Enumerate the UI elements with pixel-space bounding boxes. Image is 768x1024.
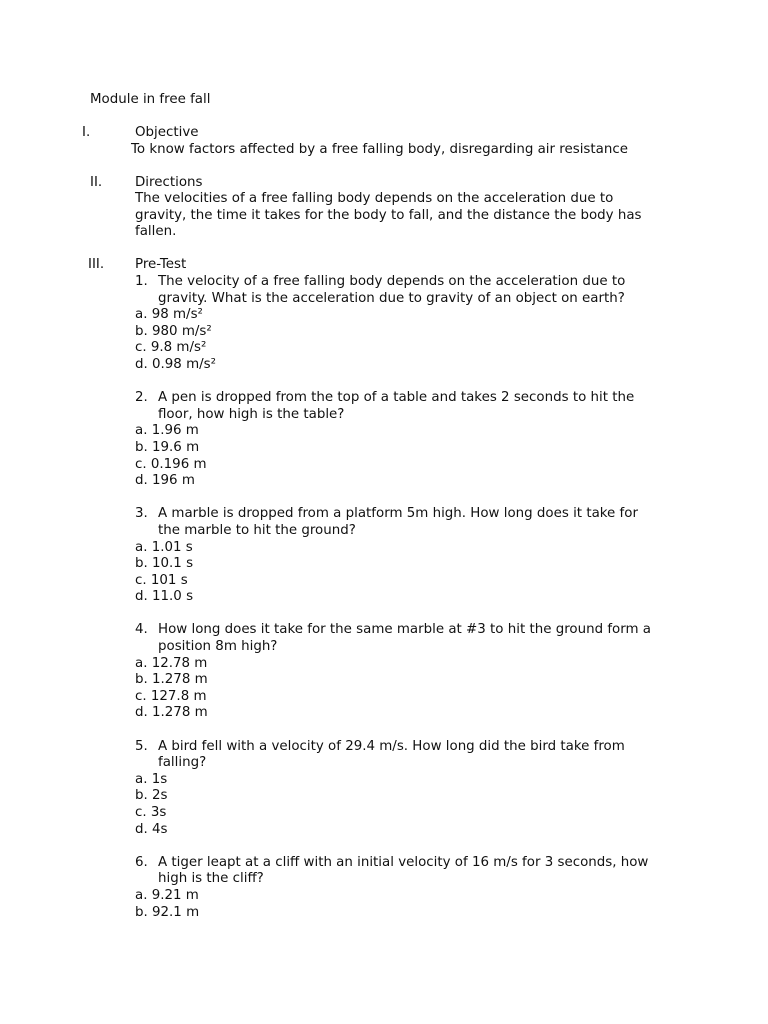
section-heading-directions: Directions — [135, 175, 203, 190]
objective-text: To know factors affected by a free falling body, disregarding air resistance — [131, 142, 628, 157]
directions-line: gravity, the time it takes for the body to fall, and the distance the body has — [135, 208, 642, 223]
answer-option: b. 1.278 m — [135, 672, 208, 688]
answer-option: c. 0.196 m — [135, 456, 207, 472]
question-text: The velocity of a free falling body depends on the acceleration due to — [158, 274, 626, 289]
question-item — [135, 622, 695, 722]
answer-option: b. 19.6 m — [135, 439, 200, 455]
question-text: How long does it take for the same marble at #3 to hit the ground form a — [158, 622, 652, 638]
answer-option: a. 1s — [135, 771, 168, 787]
question-item — [135, 855, 695, 921]
question-number: 6. — [135, 854, 148, 870]
question-text-continued: gravity. What is the acceleration due to gravity of an object on earth? — [158, 290, 625, 306]
answer-option: a. 12.78 m — [135, 655, 208, 671]
answer-option: c. 9.8 m/s² — [135, 340, 207, 356]
question-item — [135, 506, 695, 606]
directions-line: The velocities of a free falling body depends on the acceleration due to — [135, 191, 614, 206]
answer-option: c. 3s — [135, 805, 167, 820]
question-text: A tiger leapt at a cliff with an initial velocity of 16 m/s for 3 seconds, how — [158, 854, 649, 870]
answer-option: d. 4s — [135, 821, 168, 837]
answer-option: a. 9.21 m — [135, 887, 199, 903]
question-item — [135, 739, 695, 839]
answer-option: c. 127.8 m — [135, 688, 207, 704]
answer-option: b. 10.1 s — [135, 556, 194, 572]
question-text: A bird fell with a velocity of 29.4 m/s. How long did the bird take from — [158, 738, 625, 754]
question-text-continued: the marble to hit the ground? — [158, 522, 356, 538]
section-numeral: III. — [88, 257, 105, 272]
pretest-questions — [135, 274, 695, 938]
question-text-continued: floor, how high is the table? — [158, 406, 345, 422]
section-numeral: I. — [82, 125, 91, 140]
question-item — [135, 390, 695, 490]
question-item — [135, 274, 695, 374]
answer-option: a. 1.96 m — [135, 423, 199, 439]
answer-option: b. 92.1 m — [135, 904, 200, 920]
answer-option: d. 0.98 m/s² — [135, 356, 216, 372]
answer-option: d. 1.278 m — [135, 705, 208, 721]
section-heading-objective: Objective — [135, 125, 199, 140]
answer-option: a. 98 m/s² — [135, 307, 203, 323]
answer-option: a. 1.01 s — [135, 539, 193, 555]
question-number: 2. — [135, 390, 148, 406]
question-number: 5. — [135, 738, 148, 754]
question-text: A marble is dropped from a platform 5m high. How long does it take for — [158, 506, 638, 522]
question-text: A pen is dropped from the top of a table and takes 2 seconds to hit the — [158, 390, 635, 406]
answer-option: b. 980 m/s² — [135, 323, 212, 339]
answer-option: c. 101 s — [135, 572, 188, 588]
question-number: 4. — [135, 622, 148, 638]
answer-option: b. 2s — [135, 788, 168, 804]
answer-option: d. 11.0 s — [135, 589, 194, 605]
question-number: 1. — [135, 274, 148, 289]
section-numeral: II. — [90, 175, 103, 190]
section-heading-pretest: Pre-Test — [135, 257, 187, 272]
document-title: Module in free fall — [90, 92, 211, 107]
question-text-continued: falling? — [158, 755, 207, 771]
directions-line: fallen. — [135, 224, 177, 239]
answer-option: d. 196 m — [135, 473, 195, 489]
question-number: 3. — [135, 506, 148, 522]
question-text-continued: high is the cliff? — [158, 871, 264, 887]
question-text-continued: position 8m high? — [158, 639, 278, 655]
